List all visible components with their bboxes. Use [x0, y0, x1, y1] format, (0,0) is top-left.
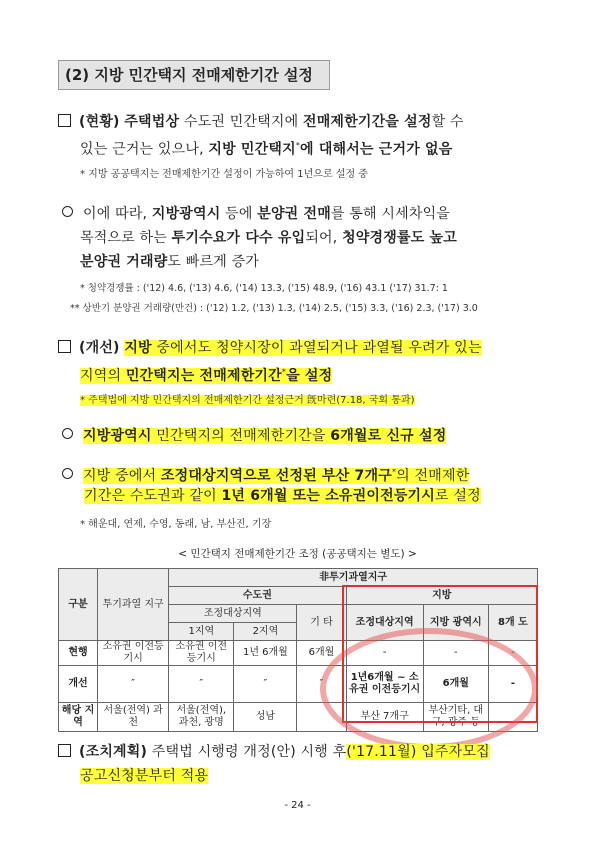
circle-bullet-icon — [62, 428, 73, 439]
current-l2b: 지방 민간택지 — [208, 141, 296, 158]
cell: 1년 6개월 — [234, 641, 297, 666]
th-metro: 지방 광역시 — [423, 605, 488, 641]
improve-b2l2a: 기간은 수도권과 같이 — [84, 488, 222, 504]
current-l2a: 있는 근거는 있으나, — [80, 141, 209, 158]
table-caption: < 민간택지 전매제한기간 조정 (공공택지는 별도) > — [178, 548, 417, 560]
plan-head: (조치계획) — [79, 744, 148, 760]
th-nonoverheat: 非투기과열지구 — [169, 569, 538, 587]
improve-b2l2b: 1년 6개월 또는 소유권이전등기시 — [221, 488, 435, 504]
improve-a: 지방 — [124, 340, 152, 356]
improve-b2b: 조정대상지역으로 선정된 부산 7개구 — [160, 467, 392, 484]
cell: ″ — [234, 666, 297, 703]
plan-l2: 공고신청분부터 적용 — [80, 768, 209, 784]
cell: 성남 — [234, 703, 297, 732]
th-etc: 기 타 — [297, 605, 346, 641]
page-number: - 24 - — [284, 800, 311, 811]
th-local: 지방 — [346, 587, 537, 605]
improve-b1a: 지방광역시 — [83, 428, 152, 444]
improve-line2 — [80, 360, 550, 388]
improve-l2c: 을 설정 — [286, 367, 333, 384]
section-title: (2) 지방 민간택지 전매제한기간 설정 — [58, 60, 330, 90]
effect-l3b: 도 빠르게 증가 — [167, 254, 260, 270]
square-bullet-icon — [58, 114, 71, 127]
cell: - — [346, 641, 423, 666]
plan-line1 — [58, 740, 558, 764]
improve-b2sup: * — [391, 467, 397, 476]
improve-b2l2c: 로 설정 — [435, 488, 481, 504]
cell: 서울(전역), 과천, 광명 — [169, 703, 234, 732]
improve-b2note: * 해운대, 연제, 수영, 동래, 남, 부산진, 기장 — [80, 519, 272, 530]
th-capital: 수도권 — [169, 587, 346, 605]
cell: 서울(전역) 과천 — [98, 703, 169, 732]
effect-line3 — [80, 250, 550, 274]
cell: - — [488, 641, 537, 666]
cell: ″ — [98, 666, 169, 703]
square-bullet-icon — [58, 744, 71, 757]
improve-bullet2-line2 — [84, 484, 554, 508]
th-adjust: 조정대상지역 — [169, 605, 297, 623]
improve-b1c: 6개월로 신규 설정 — [330, 428, 447, 444]
cell: - — [423, 641, 488, 666]
cell: 6개월 — [423, 666, 488, 703]
improve-bullet1 — [62, 424, 552, 448]
cell: 부산기타, 대구, 광주 등 — [423, 703, 488, 732]
improve-sup: * — [281, 367, 287, 376]
th-1area: 1지역 — [169, 623, 234, 641]
plan-a: 주택법 시행령 개정(안) 시행 후 — [147, 744, 347, 760]
plan-b: ('17.11월) — [346, 744, 417, 760]
cell: 해당 지역 — [59, 703, 98, 732]
effect-d: 분양권 전매 — [257, 206, 331, 222]
improve-b2c: 의 전매제한 — [396, 467, 470, 484]
improve-note-text: * 주택법에 지방 민간택지의 전매제한기간 설정근거 旣마련(7.18, 국회 통과) — [80, 395, 415, 406]
current-line2 — [80, 134, 550, 162]
improve-l2a: 지역의 — [80, 367, 126, 384]
circle-bullet-icon — [62, 468, 73, 479]
current-note: * 지방 공공택지는 전매제한기간 설정이 가능하여 1년으로 설정 중 — [80, 169, 368, 180]
effect-l2d: 청약경쟁률도 높고 — [342, 230, 457, 246]
effect-c: 등에 — [220, 206, 258, 222]
current-paragraph — [58, 110, 548, 134]
current-head: (현황) — [79, 114, 120, 130]
cell: 소유권 이전등기시 — [169, 641, 234, 666]
plan-line2 — [80, 764, 208, 788]
cell: 부산 7개구 — [346, 703, 423, 732]
improve-b: 중에서도 청약시장이 과열되거나 과열될 우려가 있는 — [151, 340, 482, 356]
circle-bullet-icon — [62, 206, 73, 217]
cell: 개선 — [59, 666, 98, 703]
red-highlight-oval — [320, 628, 538, 750]
current-t3: 전매제한기간을 설정 — [302, 114, 432, 130]
th-overheat: 투기과열 지구 — [98, 569, 169, 641]
cell: 6개월 — [297, 641, 346, 666]
current-t2: 수도권 민간택지에 — [179, 114, 303, 130]
improve-line1 — [58, 336, 548, 360]
effect-l2c: 되어, — [305, 230, 343, 246]
cell: - — [488, 666, 537, 703]
current-t4: 할 수 — [431, 114, 464, 130]
cell: ″ — [297, 666, 346, 703]
effect-line1 — [62, 202, 552, 226]
current-l2c: 에 대해서는 근거가 없음 — [300, 141, 453, 158]
cell: 소유권 이전등기시 — [98, 641, 169, 666]
th-2area: 2지역 — [234, 623, 297, 641]
improve-note — [80, 394, 415, 408]
effect-note2: ** 상반기 분양권 거래량(만건) : ('12) 1.2, ('13) 1.3, ('14) 2.5, ('15) 3.3, ('16) 2.3, ('17) 3.0 — [70, 303, 478, 314]
effect-l2b: 투기수요가 다수 유입 — [171, 230, 306, 246]
improve-head: (개선) — [79, 340, 120, 356]
effect-line2 — [80, 226, 550, 250]
square-bullet-icon — [58, 340, 71, 353]
improve-l2b: 민간택지는 전매제한기간 — [125, 367, 282, 384]
effect-l2a: 목적으로 하는 — [80, 230, 172, 246]
effect-b: 지방광역시 — [151, 206, 221, 222]
cell: ″ — [169, 666, 234, 703]
cell: 현행 — [59, 641, 98, 666]
effect-note1: * 청약경쟁률 : ('12) 4.6, ('13) 4.6, ('14) 13.3, ('15) 48.9, ('16) 43.1 ('17) 31.7: 1 — [80, 283, 448, 294]
effect-a: 이에 따라, — [83, 206, 152, 222]
improve-b1b: 민간택지의 전매제한기간을 — [151, 428, 331, 444]
current-t1: 주택법상 — [124, 114, 180, 130]
effect-e: 를 통해 시세차익을 — [330, 206, 451, 222]
effect-l3a: 분양권 거래량 — [80, 254, 168, 270]
plan-c: 입주자모집 — [416, 744, 490, 760]
improve-b2a: 지방 중에서 — [83, 467, 161, 484]
th-adjust-local: 조정대상지역 — [346, 605, 423, 641]
cell: 1년6개월 ~ 소유권 이전등기시 — [346, 666, 423, 703]
th-8do: 8개 도 — [488, 605, 537, 641]
current-sup: * — [295, 141, 301, 150]
th-gubun: 구분 — [59, 569, 98, 641]
